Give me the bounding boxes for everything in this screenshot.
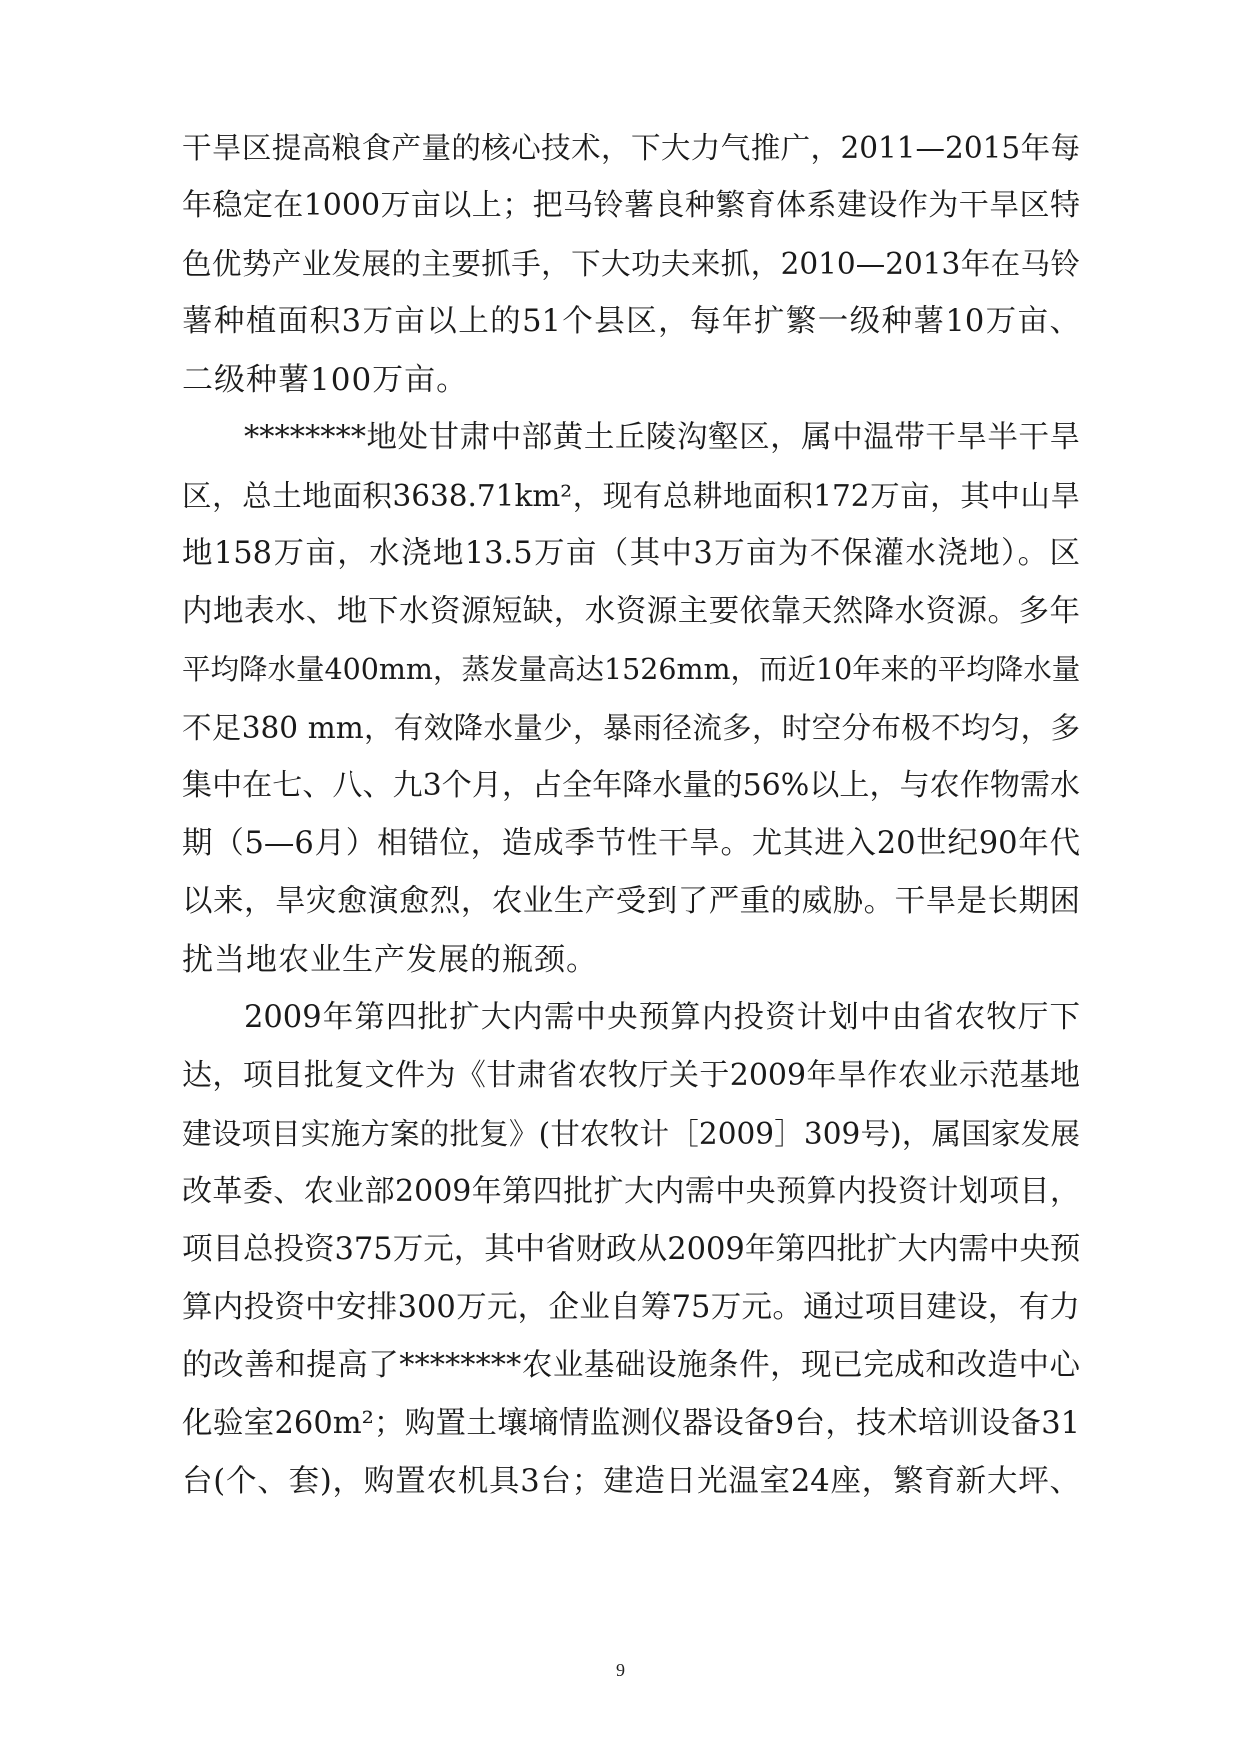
paragraph-2-line-10: 扰当地农业生产发展的瓶颈。	[182, 942, 598, 978]
paragraph-1-line-5: 二级种薯100万亩。	[182, 362, 469, 398]
paragraph-3-line-4: 改革委、农业部2009年第四批扩大内需中央预算内投资计划项目，	[182, 1174, 1080, 1209]
paragraph-2-line-3: 地158万亩，水浇地13.5万亩（其中3万亩为不保灌水浇地）。区	[182, 536, 1080, 571]
paragraph-3-line-5: 项目总投资375万元，其中省财政从2009年第四批扩大内需中央预	[182, 1232, 1081, 1267]
paragraph-2-line-4: 内地表水、地下水资源短缺，水资源主要依靠天然降水资源。多年	[182, 594, 1080, 629]
paragraph-3-line-7: 的改善和提高了********农业基础设施条件，现已完成和改造中心	[182, 1348, 1080, 1383]
paragraph-3-line-3: 建设项目实施方案的批复》(甘农牧计［2009］309号)，属国家发展	[182, 1117, 1080, 1151]
paragraph-1-line-2: 年稳定在1000万亩以上；把马铃薯良种繁育体系建设作为干旱区特	[182, 188, 1080, 223]
paragraph-3-line-9: 台(个、套)，购置农机具3台；建造日光温室24座，繁育新大坪、	[182, 1464, 1080, 1499]
paragraph-3-line-8: 化验室260m²；购置土壤墒情监测仪器设备9台，技术培训设备31	[182, 1406, 1080, 1441]
paragraph-3-line-1: 2009年第四批扩大内需中央预算内投资计划中由省农牧厅下	[244, 1000, 1080, 1035]
paragraph-2-line-8: 期（5—6月）相错位，造成季节性干旱。尤其进入20世纪90年代	[182, 826, 1080, 861]
paragraph-2-line-9: 以来，旱灾愈演愈烈，农业生产受到了严重的威胁。干旱是长期困	[182, 884, 1080, 919]
paragraph-3-line-2: 达，项目批复文件为《甘肃省农牧厅关于2009年旱作农业示范基地	[182, 1058, 1080, 1093]
paragraph-1-line-3: 色优势产业发展的主要抓手，下大功夫来抓，2010—2013年在马铃	[182, 247, 1080, 281]
paragraph-1-line-1: 干旱区提高粮食产量的核心技术，下大力气推广，2011—2015年每	[182, 131, 1080, 165]
paragraph-2-line-5: 平均降水量400mm，蒸发量高达1526mm，而近10年来的平均降水量	[182, 653, 1081, 686]
paragraph-3-line-6: 算内投资中安排300万元，企业自筹75万元。通过项目建设，有力	[182, 1290, 1080, 1325]
page-number: 9	[616, 1660, 625, 1680]
paragraph-1-line-4: 薯种植面积3万亩以上的51个县区，每年扩繁一级种薯10万亩、	[182, 304, 1080, 339]
paragraph-2-line-7: 集中在七、八、九3个月，占全年降水量的56%以上，与农作物需水	[182, 768, 1080, 803]
paragraph-2-line-6: 不足380 mm，有效降水量少，暴雨径流多，时空分布极不均匀，多	[182, 711, 1080, 745]
paragraph-2-line-1: ********地处甘肃中部黄土丘陵沟壑区，属中温带干旱半干旱	[244, 420, 1080, 455]
paragraph-2-line-2: 区，总土地面积3638.71km²，现有总耕地面积172万亩，其中山旱	[182, 479, 1080, 513]
